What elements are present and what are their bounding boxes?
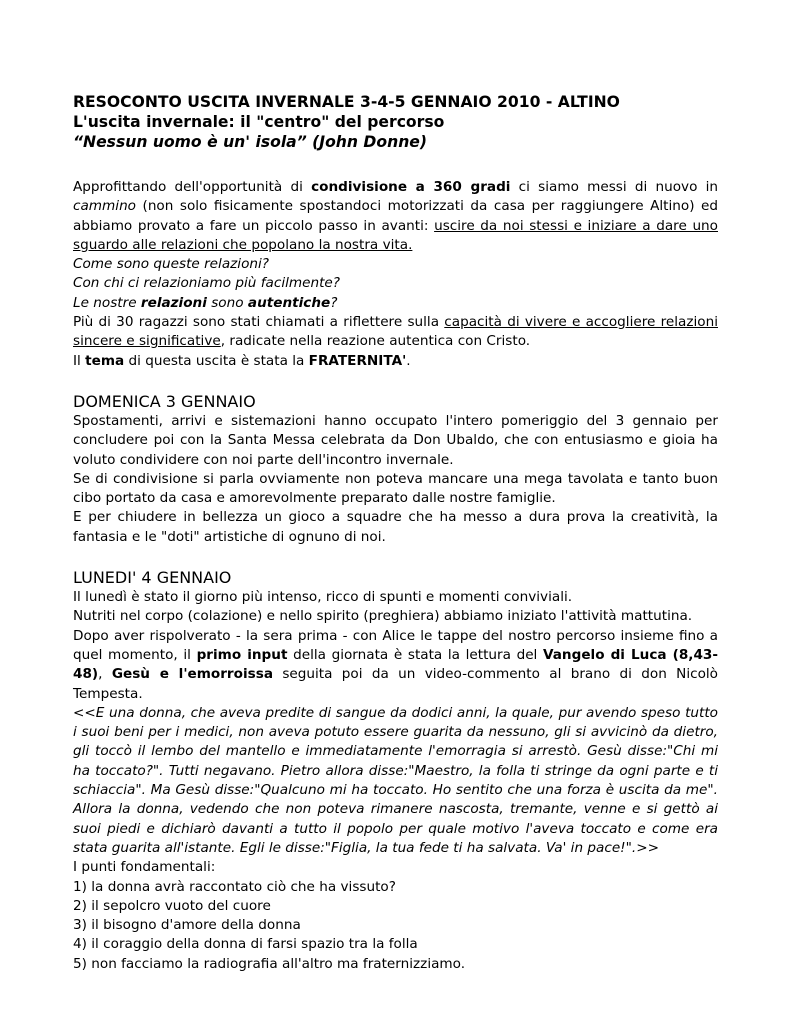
- sunday-paragraph-2: Se di condivisione si parla ovviamente non poteva mancare una mega tavolata e tanto buon cibo portato da casa e amorevolmente preparato dalle nostre famiglie.: [73, 470, 718, 507]
- sunday-paragraph-3: E per chiudere in bellezza un gioco a squadre che ha messo a dura prova la creatività, la fantasia e le "doti" artistiche di ognuno di noi.: [73, 509, 718, 545]
- list-item: 2) il sepolcro vuoto del cuore: [73, 897, 271, 914]
- section-heading-sunday: DOMENICA 3 GENNAIO: [73, 391, 256, 411]
- list-item: 5) non facciamo la radiografia all'altro ma fraternizziamo.: [73, 955, 466, 972]
- intro-participants: Più di 30 ragazzi sono stati chiamati a riflettere sulla capacità di vivere e accogliere relazioni sincere e significative, radicate nella reazione autentica con Cristo.: [73, 314, 718, 350]
- intro-theme: Il tema di questa uscita è stata la FRATERNITA'.: [73, 352, 411, 369]
- document-subtitle: L'uscita invernale: il "centro" del percorso: [73, 113, 445, 131]
- list-item: 4) il coraggio della donna di farsi spazio tra la folla: [73, 936, 418, 953]
- list-item: 3) il bisogno d'amore della donna: [73, 917, 301, 934]
- intro-question-3: Le nostre relazioni sono autentiche?: [73, 294, 338, 311]
- document-page: [73, 92, 718, 974]
- intro-paragraph: Approfittando dell'opportunità di condivisione a 360 gradi ci siamo messi di nuovo in cammino (non solo fisicamente spostandoci motorizzati da casa per raggiungere Altino) ed abbiamo provato a fare un piccolo passo in avanti: uscire da noi stessi e iniziare a dare uno sguardo alle relazioni che popolano la nostra vita.: [73, 179, 718, 253]
- points-label: I punti fondamentali:: [73, 859, 216, 876]
- monday-paragraph-3: Dopo aver rispolverato - la sera prima - con Alice le tappe del nostro percorso insieme fino a quel momento, il primo input della giornata è stata la lettura del Vangelo di Luca (8,43-48), Gesù e l'emorroissa seguita poi da un video-commento al brano di don Nicolò Tempesta.: [73, 627, 719, 702]
- list-item: 1) la donna avrà raccontato ciò che ha vissuto?: [73, 878, 396, 895]
- document-title: RESOCONTO USCITA INVERNALE 3-4-5 GENNAIO 2010 - ALTINO: [73, 93, 620, 111]
- gospel-quote: <<E una donna, che aveva predite di sangue da dodici anni, la quale, pur avendo speso tutto i suoi beni per i medici, non aveva potuto essere guarita da nessuno, gli si avvicinò da dietro, gli toccò il lembo del mantello e immediatamente l'emorragia si arrestò. Gesù disse:"Chi mi ha toccato?". Tutti negavano. Pietro allora disse:"Maestro, la folla ti stringe da ogni parte e ti schiaccia". Ma Gesù disse:"Qualcuno mi ha toccato. Ho sentito che una forza è uscita da me". Allora la donna, vedendo che non poteva rimanere nascosta, tremante, venne e si gettò ai suoi piedi e dichiarò davanti a tutto il popolo per quale motivo l'aveva toccato e come era stata guarita all'istante. Egli le disse:"Figlia, la tua fede ti ha salvata. Va' in pace!".>>: [73, 704, 718, 856]
- document-quote: “Nessun uomo è un' isola” (John Donne): [73, 133, 427, 151]
- section-heading-monday: LUNEDI' 4 GENNAIO: [73, 568, 232, 588]
- intro-question-1: Come sono queste relazioni?: [73, 256, 269, 273]
- sunday-paragraph-1: Spostamenti, arrivi e sistemazioni hanno occupato l'intero pomeriggio del 3 gennaio per concludere poi con la Santa Messa celebrata da Don Ubaldo, che con entusiasmo e gioia ha voluto condividere con noi parte dell'incontro invernale.: [73, 412, 718, 468]
- intro-question-2: Con chi ci relazioniamo più facilmente?: [73, 275, 341, 292]
- monday-paragraph-1: Il lunedì è stato il giorno più intenso, ricco di spunti e momenti conviviali.: [73, 589, 573, 606]
- monday-paragraph-2: Nutriti nel corpo (colazione) e nello spirito (preghiera) abbiamo iniziato l'attività mattutina.: [73, 608, 693, 625]
